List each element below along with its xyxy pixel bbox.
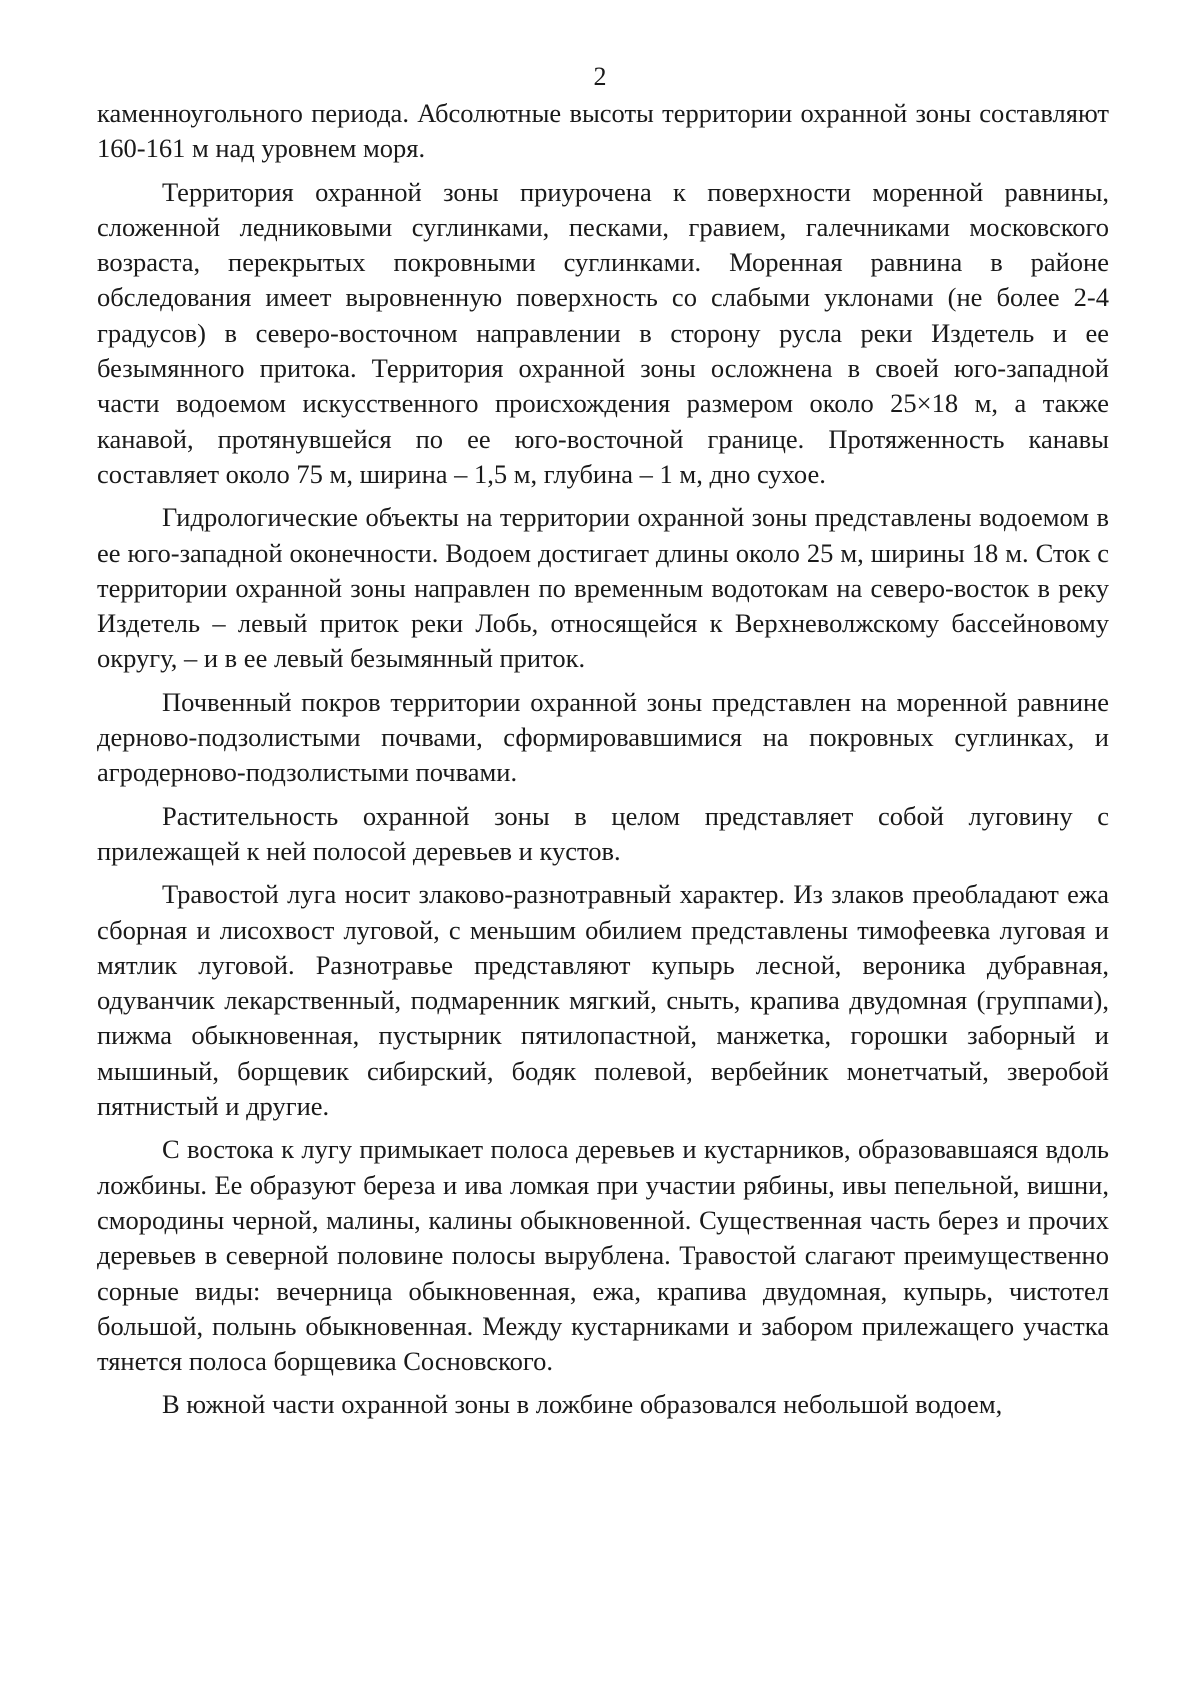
- document-body: [97, 96, 1109, 1423]
- page-number: 2: [593, 62, 607, 91]
- paragraph-meadow: Травостой луга носит злаково-разнотравный характер. Из злаков преобладают ежа сборная и лисохвост луговой, с меньшим обилием представлены тимофеевка луговая и мятлик луговой. Разнотравье представляют купырь лесной, вероника дубравная, одуванчик лекарственный, подмаренник мягкий, сныть, крапива двудомная (группами), пижма обыкновенная, пустырник пятилопастной, манжетка, горошки заборный и мышиный, борщевик сибирский, бодяк полевой, вербейник монетчатый, зверобой пятнистый и другие.: [97, 879, 1109, 1122]
- paragraph-pond: В южной части охранной зоны в ложбине образовался небольшой водоем,: [162, 1389, 1003, 1420]
- paragraph-elevation: каменноугольного периода. Абсолютные высоты территории охранной зоны составляют 160-161 м над уровнем моря.: [97, 98, 1109, 164]
- paragraph-relief: Территория охранной зоны приурочена к поверхности моренной равнины, сложенной ледниковыми суглинками, песками, гравием, галечниками московского возраста, перекрытых покровными суглинками. Моренная равнина в районе обследования имеет выровненную поверхность со слабыми уклонами (не более 2-4 градусов) в северо-восточном направлении в сторону русла реки Издетель и ее безымянного притока. Территория охранной зоны осложнена в своей юго-западной части водоемом искусственного происхождения размером около 25×18 м, а также канавой, протянувшейся по ее юго-восточной границе. Протяженность канавы составляет около 75 м, ширина – 1,5 м, глубина – 1 м, дно сухое.: [97, 176, 1109, 489]
- paragraph-soils: Почвенный покров территории охранной зоны представлен на моренной равнине дерново-подзолистыми почвами, сформировавшимися на покровных суглинках, и агродерново-подзолистыми почвами.: [97, 686, 1109, 788]
- paragraph-hydrology: Гидрологические объекты на территории охранной зоны представлены водоемом в ее юго-западной оконечности. Водоем достигает длины около 25 м, ширины 18 м. Сток с территории охранной зоны направлен по временным водотокам на северо-восток в реку Издетель – левый приток реки Лобь, относящейся к Верхневолжскому бассейновому округу, – и в ее левый безымянный приток.: [97, 502, 1109, 674]
- paragraph-vegetation: Растительность охранной зоны в целом представляет собой луговину с прилежащей к ней полосой деревьев и кустов.: [97, 800, 1109, 866]
- paragraph-shrubs: С востока к лугу примыкает полоса деревьев и кустарников, образовавшаяся вдоль ложбины. Ее образуют береза и ива ломкая при участии рябины, ивы пепельной, вишни, смородины черной, малины, калины обыкновенной. Существенная часть берез и прочих деревьев в северной половине полосы вырублена. Травостой слагают преимущественно сорные виды: вечерница обыкновенная, ежа, крапива двудомная, купырь, чистотел большой, полынь обыкновенная. Между кустарниками и забором прилежащего участка тянется полоса борщевика Сосновского.: [97, 1134, 1109, 1377]
